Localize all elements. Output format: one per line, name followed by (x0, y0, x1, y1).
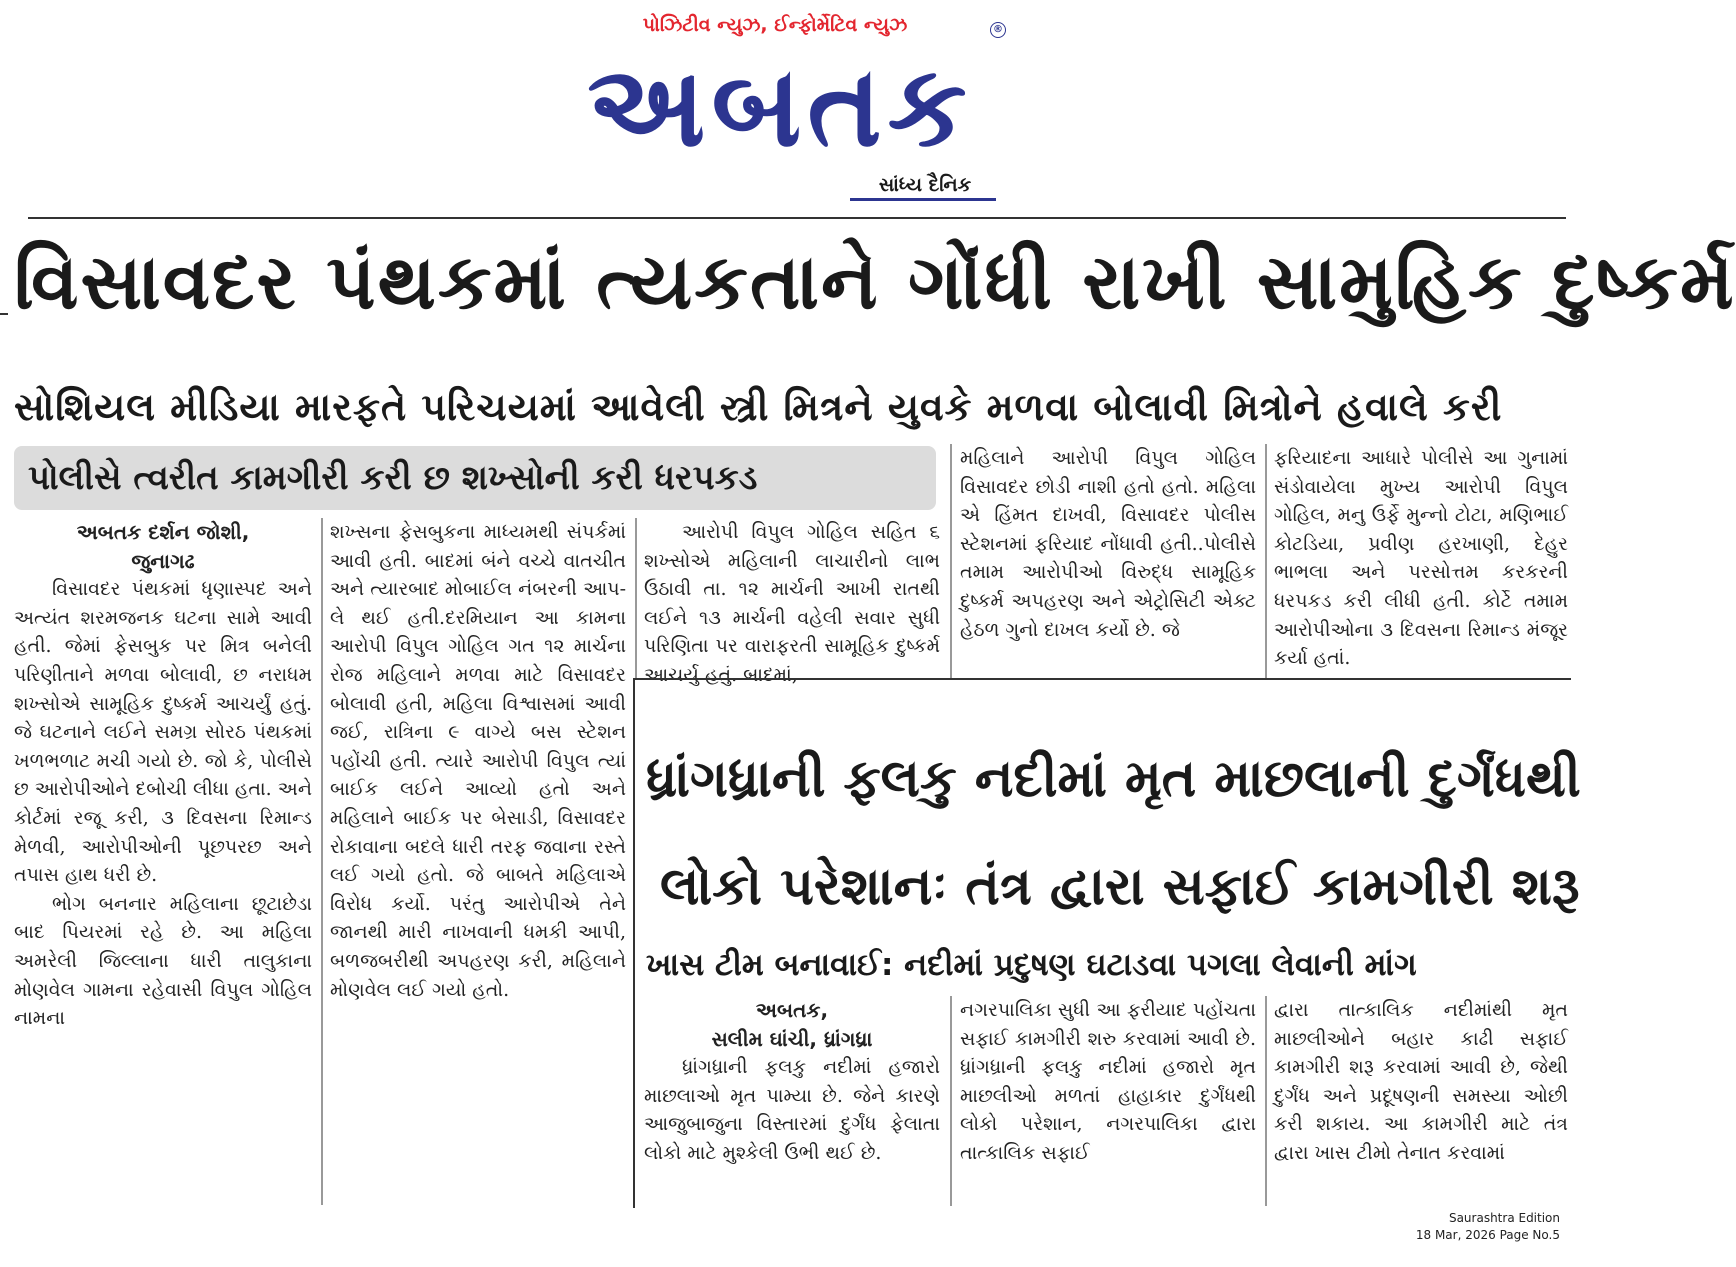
story2-byline-place: સલીમ ઘાંચી, ધ્રાંગધ્રા (711, 1026, 873, 1051)
story1-paragraph: વિસાવદર પંથકમાં ધૃણાસ્પદ અને અત્યંત શરમજનક ઘટના સામે આવી હતી. જેમાં ફેસબુક પર મિત્ર બનેલી પરિણીતાને મળવા બોલાવી, છ નરાધમ શખ્સોએ સામૂહિક દુષ્કર્મ આચર્યું હતું. જે ઘટનાને લઈને સમગ્ર સોરઠ પંથકમાં ખળભળાટ મચી ગયો છે. જો કે, પોલીસે છ આરોપીઓને દબોચી લીધા હતા. અને કોર્ટમાં રજૂ કરી, ૩ દિવસના રિમાન્ડ મેળવી, આરોપીઓની પૂછપરછ અને તપાસ હાથ ધરી છે. (14, 578, 312, 887)
edition-underline (850, 198, 996, 201)
edition-type-label: સાંધ્ય દૈનિક (878, 174, 972, 196)
story1-byline-place: જુનાગઢ (131, 548, 195, 573)
story2-paragraph: નગરપાલિકા સુધી આ ફરીયાદ પહોંચતા સફાઈ કામગીરી શરુ કરવામાં આવી છે. ધ્રાંગધ્રાની ફલકુ નદીમાં હજારો મૃત માછલીઓ મળતાં હાહાકાર દુર્ગંધથી લોકો પરેશાન, નગરપાલિકા દ્વારા તાત્કાલિક સફાઈ (960, 999, 1256, 1164)
story1-column-2 (330, 518, 626, 1205)
masthead (560, 14, 1010, 204)
page-footer (1416, 1210, 1560, 1244)
story1-headline: વિસાવદર પંથકમાં ત્યકતાને ગોંધી રાખી સામુહિક દુષ્કર્મ (14, 237, 1736, 326)
story2-column-3 (1274, 996, 1568, 1204)
story1-column-5 (1274, 444, 1568, 670)
story1-paragraph: ફરિયાદના આધારે પોલીસે આ ગુનામાં સંડોવાયેલા મુખ્ય આરોપી વિપુલ ગોહિલ, મનુ ઉર્ફે મુન્નો ટોટા, મણિભાઈ કોટડિયા, પ્રવીણ હરખાણી, દેહુર ભાભલા અને પરસોત્તમ કરકરની ધરપકડ કરી લીધી હતી. કોર્ટે તમામ આરોપીઓના ૩ દિવસના રિમાન્ડ મંજૂર કર્યા હતાં. (1274, 447, 1568, 670)
column-divider (635, 518, 637, 678)
column-divider (1265, 996, 1267, 1206)
story1-column-1 (14, 518, 312, 1205)
story2-column-2 (960, 996, 1256, 1204)
registered-mark: ® (990, 22, 1006, 38)
column-divider (950, 444, 952, 678)
masthead-tagline: પોઝિટીવ ન્યુઝ, ઈન્ફોર્મેટિવ ન્યુઝ (642, 14, 908, 36)
story2-headline-line1: ધ્રાંગધ્રાની ફલકુ નદીમાં મૃત માછલાની દુર્ગંધથી (646, 749, 1581, 809)
story1-kicker: પોલીસે ત્વરીત કામગીરી કરી છ શખ્સોની કરી ધરપકડ (28, 458, 758, 498)
story1-subhead: સોશિયલ મીડિયા મારફતે પરિચયમાં આવેલી સ્ત્રી મિત્રને યુવકે મળવા બોલાવી મિત્રોને હવાલે કરી (14, 385, 1503, 429)
column-divider (1265, 444, 1267, 678)
masthead-divider (28, 217, 1566, 219)
story2-column-1 (644, 996, 940, 1204)
column-divider (321, 518, 323, 1205)
story1-paragraph: શખ્સના ફેસબુકના માધ્યમથી સંપર્કમાં આવી હતી. બાદમાં બંને વચ્ચે વાતચીત અને ત્યારબાદ મોબાઈલ નંબરની આપ-લે થઈ હતી.દરમિયાન આ કામના આરોપી વિપુલ ગોહિલ ગત ૧૨ માર્ચના રોજ મહિલાને મળવા માટે વિસાવદર બોલાવી હતી, મહિલા વિશ્વાસમાં આવી જઈ, રાત્રિના ૯ વાગ્યે બસ સ્ટેશન પહોંચી હતી. ત્યારે આરોપી વિપુલ ત્યાં બાઈક લઈને આવ્યો હતો અને મહિલાને બાઈક પર બેસાડી, વિસાવદર રોકાવાના બદલે ધારી તરફ જવાના રસ્તે લઈ ગયો હતો. જે બાબતે મહિલાએ વિરોધ કર્યો. પરંતુ આરોપીએ તેને જાનથી મારી નાખવાની ધમકી આપી, બળજબરીથી અપહરણ કરી, મહિલાને મોણવેલ લઈ ગયો હતો. (330, 521, 626, 1001)
story2-paragraph: ધ્રાંગધ્રાની ફલકુ નદીમાં હજારો માછલાઓ મૃત પામ્યા છે. જેને કારણે આજુબાજુના વિસ્તારમાં દુર્ગંધ ફેલાતા લોકો માટે મુશ્કેલી ઉભી થઈ છે. (644, 1056, 940, 1164)
story2-paragraph: દ્વારા તાત્કાલિક નદીમાંથી મૃત માછલીઓને બહાર કાઢી સફાઈ કામગીરી શરૂ કરવામાં આવી છે, જેથી દુર્ગંધ અને પ્રદૂષણની સમસ્યા ઓછી કરી શકાય. આ કામગીરી માટે તંત્ર દ્વારા ખાસ ટીમો તેનાત કરવામાં (1274, 999, 1568, 1164)
story1-paragraph: આરોપી વિપુલ ગોહિલ સહિત ૬ શખ્સોએ મહિલાની લાચારીનો લાભ ઉઠાવી તા. ૧૨ માર્ચની આખી રાતથી લઈને ૧૩ માર્ચની વહેલી સવાર સુધી પરિણિતા પર વારાફરતી સામૂહિક દુષ્કર્મ આચર્યુ હતું. બાદમાં, (644, 521, 940, 686)
story2-subhead: ખાસ ટીમ બનાવાઈ: નદીમાં પ્રદુષણ ઘટાડવા પગલા લેવાની માંગ (646, 947, 1417, 983)
story1-kicker-box (14, 446, 936, 510)
story1-column-3 (644, 518, 940, 686)
margin-tick (0, 313, 8, 315)
footer-edition: Saurashtra Edition (1448, 1211, 1560, 1225)
story2-byline-name: અબતક, (755, 998, 829, 1022)
story1-byline-name: અબતક દર્શન જોશી, (76, 520, 250, 544)
newspaper-logo: અબતક (587, 42, 973, 172)
footer-date-page: 18 Mar, 2026 Page No.5 (1415, 1228, 1560, 1242)
story1-paragraph: ભોગ બનનાર મહિલાના છૂટાછેડા બાદ પિયરમાં રહે છે. આ મહિલા અમરેલી જિલ્લાના ધારી તાલુકાના મોણવેલ ગામના રહેવાસી વિપુલ ગોહિલ નામના (14, 892, 312, 1030)
story1-column-4 (960, 444, 1256, 670)
story1-paragraph: મહિલાને આરોપી વિપુલ ગોહિલ વિસાવદર છોડી નાશી હતો હતો. મહિલા એ હિંમત દાખવી, વિસાવદર પોલીસ સ્ટેશનમાં ફરિયાદ નોંધાવી હતી..પોલીસે તમામ આરોપીઓ વિરુદ્ધ સામૂહિક દુષ્કર્મ અપહરણ અને એટ્રોસિટી એક્ટ હેઠળ ગુનો દાખલ કર્યો છે. જે (960, 447, 1256, 641)
column-divider (950, 996, 952, 1206)
story2-headline-line2: લોકો પરેશાનઃ તંત્ર દ્વારા સફાઈ કામગીરી શરૂ (660, 857, 1580, 917)
